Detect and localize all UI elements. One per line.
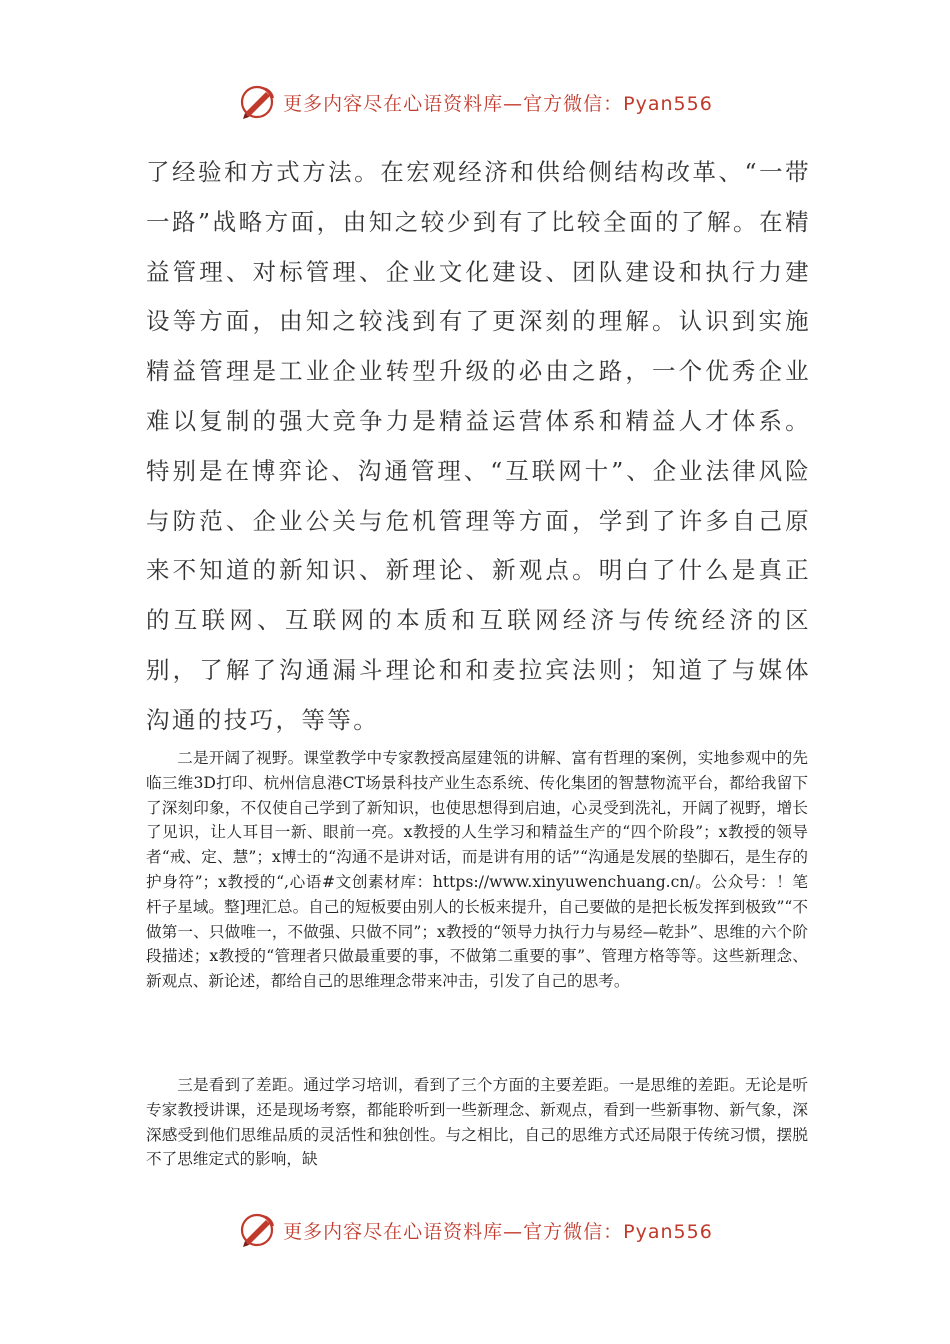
- pen-logo-icon: [237, 1210, 277, 1250]
- watermark-text: 更多内容尽在心语资料库—官方微信：Pyan556: [283, 1220, 713, 1243]
- watermark-text: 更多内容尽在心语资料库—官方微信：Pyan556: [283, 92, 713, 115]
- pen-logo-icon: [237, 82, 277, 122]
- paragraph-body-large: 了经验和方式方法。在宏观经济和供给侧结构改革、“一带一路”战略方面，由知之较少到有了比较全面的了解。在精益管理、对标管理、企业文化建设、团队建设和执行力建设等方面，由知之较浅到有了更深刻的理解。认识到实施精益管理是工业企业转型升级的必由之路，一个优秀企业难以复制的强大竞争力是精益运营体系和精益人才体系。特别是在博弈论、沟通管理、“互联网十”、企业法律风险与防范、企业公关与危机管理等方面，学到了许多自己原来不知道的新知识、新理论、新观点。明白了什么是真正的互联网、互联网的本质和互联网经济与传统经济的区别，了解了沟通漏斗理论和和麦拉宾法则；知道了与媒体沟通的技巧，等等。: [146, 158, 811, 734]
- paragraph-see-gaps: 三是看到了差距。通过学习培训，看到了三个方面的主要差距。一是思维的差距。无论是听专家教授讲课，还是现场考察，都能聆听到一些新理念、新观点，看到一些新事物、新气象，深深感受到他们思维品质的灵活性和独创性。与之相比，自己的思维方式还局限于传统习惯，摆脱不了思维定式的影响，缺: [146, 1076, 808, 1169]
- paragraph-broaden-horizons: 二是开阔了视野。课堂教学中专家教授高屋建瓴的讲解、富有哲理的案例，实地参观中的先临三维3D打印、杭州信息港CT场景科技产业生态系统、传化集团的智慧物流平台，都给我留下了深刻印象，不仅使自己学到了新知识，也使思想得到启迪，心灵受到洗礼，开阔了视野，增长了见识，让人耳目一新、眼前一亮。x教授的人生学习和精益生产的“四个阶段”；x教授的领导者“戒、定、慧”；x博士的“沟通不是讲对话，而是讲有用的话”“沟通是发展的垫脚石，是生存的护身符”；x教授的“,心语#文创素材库：https://www.xinyuwenchuang.cn/。公众号：！笔杆子星域。整]理汇总。自己的短板要由别人的长板来提升，自己要做的是把长板发挥到极致”“不做第一、只做唯一，不做强、只做不同”；x教授的“领导力执行力与易经—乾卦”、思维的六个阶段描述；x教授的“管理者只做最重要的事，不做第二重要的事”、管理方格等等。这些新理念、新观点、新论述，都给自己的思维理念带来冲击，引发了自己的思考。: [146, 749, 808, 991]
- footer-watermark-banner: [0, 1208, 950, 1252]
- header-watermark-banner: [0, 80, 950, 124]
